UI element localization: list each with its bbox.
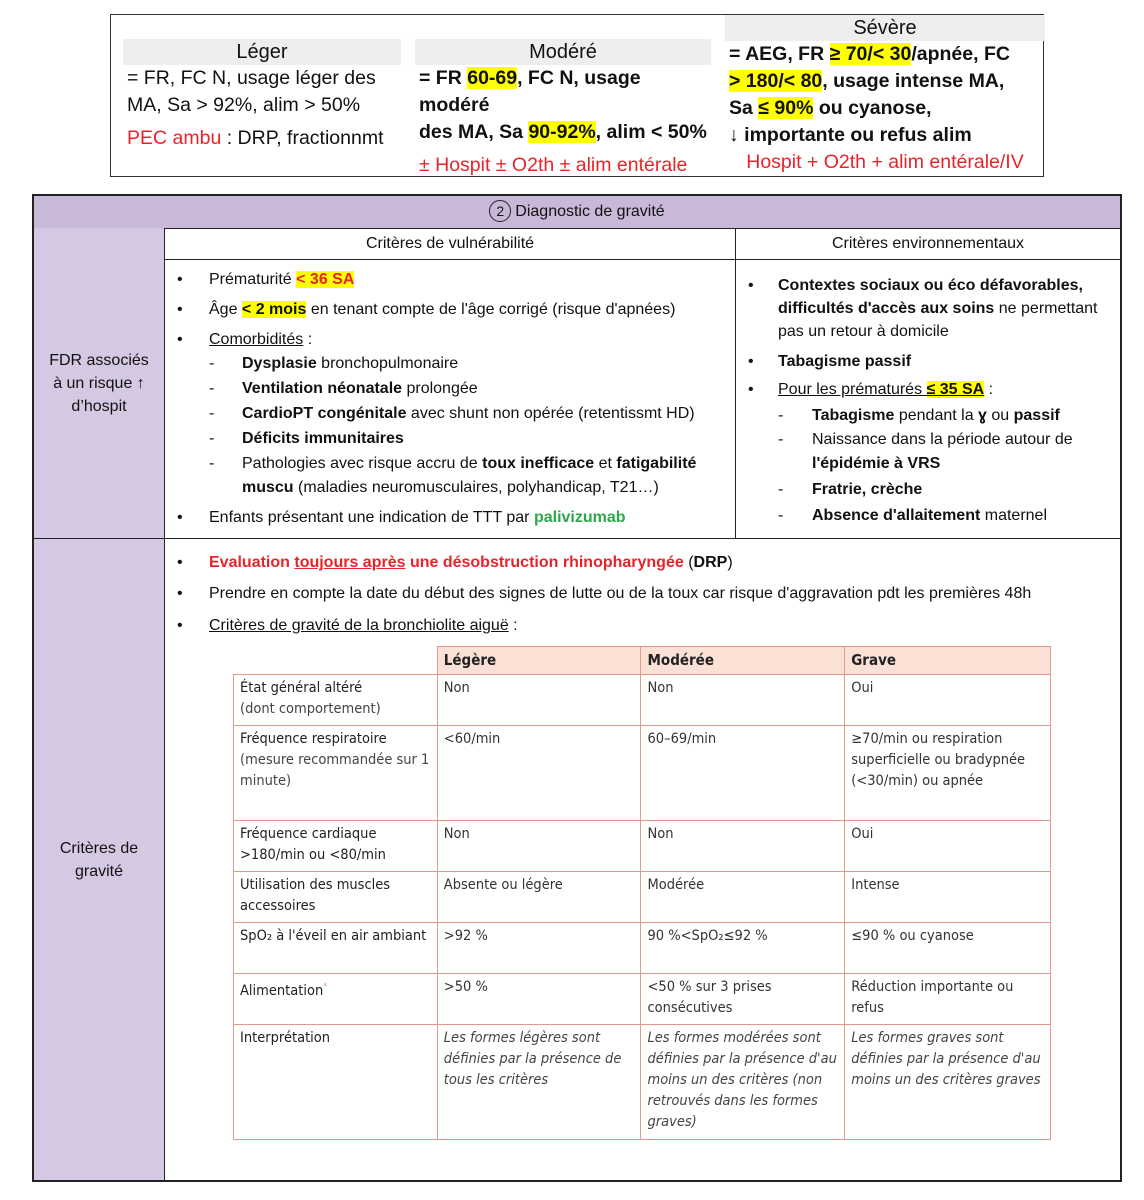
highlight: ≤ 35 SA: [926, 381, 985, 398]
criterion-cell: [234, 974, 438, 1025]
value-cell: Modérée: [641, 872, 845, 923]
interpretation-text: Les formes modérées sont définies par la présence d'au moins un des critères (non retrouvés dans les formes graves): [647, 1030, 837, 1130]
list-text: avec shunt non opérée (retentissmt HD): [406, 405, 695, 422]
list-text: Critères de gravité de la bronchiolite aiguë: [209, 617, 509, 634]
step-number-badge: 2: [489, 200, 511, 222]
criterion-cell: [234, 675, 438, 726]
criterion-sub: >180/min ou <80/min: [240, 847, 386, 863]
bold-text: toux inefficace: [482, 455, 595, 472]
gravity-diagnosis-table: [32, 194, 1122, 1182]
value-cell: >92 %: [437, 923, 641, 974]
summary-leger-title: Léger: [123, 39, 401, 65]
list-item: • Prendre en compte la date du début des signes de lutte ou de la toux car risque d'aggravation pdt les premières 48h: [165, 582, 1120, 614]
value-cell: <60/min: [437, 726, 641, 821]
criterion-label: Fréquence respiratoire: [240, 731, 387, 747]
vulnerability-criteria: [165, 260, 736, 539]
vulnerability-header: Critères de vulnérabilité: [165, 228, 736, 260]
list-item: • Evaluation toujours après une désobstruction rhinopharyngée (DRP): [177, 554, 733, 571]
criterion-label: État général altéré: [240, 680, 363, 696]
criterion-label: Fréquence cardiaque: [240, 826, 377, 842]
list-text: Naissance dans la période autour de: [812, 431, 1073, 448]
list-item: • Âge < 2 mois en tenant compte de l'âge corrigé (risque d'apnées): [177, 301, 676, 318]
list-text: Pour les prématurés: [778, 381, 927, 398]
summary-text: des MA, Sa: [419, 121, 529, 143]
list-item: - Tabagisme pendant la ɣ ou passif: [778, 407, 1060, 424]
list-text: prolongée: [402, 380, 478, 397]
list-text: :: [303, 331, 313, 348]
bold-text: Déficits immunitaires: [242, 430, 404, 447]
bold-text: fatigabilité: [616, 455, 697, 472]
bold-text: Fratrie, crèche: [812, 481, 923, 498]
summary-modere-pec: ± Hospit ± O2th ± alim entérale: [419, 154, 688, 176]
list-text: ): [727, 554, 733, 571]
summary-text: = AEG, FR: [729, 43, 830, 65]
summary-highlight: ≤ 90%: [758, 97, 814, 119]
severity-summary-box: [110, 14, 1044, 177]
list-item: • Critères de gravité de la bronchiolite aiguë :: [177, 617, 518, 634]
summary-text: ou cyanose,: [813, 97, 932, 119]
table-row: [234, 872, 1051, 923]
value-cell: Non: [437, 675, 641, 726]
value-cell: <50 % sur 3 prises consécutives: [641, 974, 845, 1025]
bold-text: ɣ: [978, 407, 987, 424]
bold-text: difficultés d'accès aux soins: [778, 300, 995, 317]
summary-severe: [725, 15, 1045, 176]
list-text: ne permettant: [994, 300, 1098, 317]
criterion-cell: [234, 726, 438, 821]
value-cell: ≥70/min ou respiration superficielle ou bradypnée (<30/min) ou apnée: [845, 726, 1051, 821]
value-cell: [437, 1025, 641, 1140]
highlight: < 2 mois: [241, 301, 307, 318]
row-label-gravite: [34, 539, 165, 1180]
summary-modere: [415, 39, 711, 179]
environment-header: Critères environnementaux: [736, 228, 1120, 260]
table-row: [234, 675, 1051, 726]
summary-modere-title: Modéré: [415, 39, 711, 65]
column-header: Grave: [845, 647, 1051, 675]
interpretation-text: Les formes graves sont définies par la présence d'au moins un des critères graves: [851, 1030, 1041, 1088]
list-item: - Déficits immunitaires: [209, 430, 404, 447]
criterion-cell: Utilisation des muscles accessoires: [234, 872, 438, 923]
bold-text: passif: [1013, 407, 1060, 424]
summary-highlight: 60-69: [467, 67, 518, 89]
list-text: Prématurité: [209, 271, 297, 288]
table-row: [234, 974, 1051, 1025]
list-item: - CardioPT congénitale avec shunt non opérée (retentissmt HD): [209, 405, 695, 422]
list-item: • Tabagisme passif: [748, 353, 912, 370]
drug-name: palivizumab: [533, 509, 626, 526]
criterion-cell: [234, 821, 438, 872]
list-item: - Pathologies avec risque accru de toux inefficace et fatigabilité muscu (maladies neuromusculaires, polyhandicap, T21…): [209, 455, 697, 496]
list-text: Enfants présentant une indication de TTT par: [209, 509, 534, 526]
list-text: :: [508, 617, 518, 634]
bold-text: Contextes sociaux ou éco défavorables,: [778, 277, 1083, 294]
summary-leger-line2: MA, Sa > 92%, alim > 50%: [127, 94, 361, 116]
criterion-cell: Interprétation: [234, 1025, 438, 1140]
summary-text: /apnée, FC: [911, 43, 1010, 65]
list-item: • Comorbidités :: [177, 331, 313, 348]
bold-text: CardioPT congénitale: [242, 405, 407, 422]
list-item: • Enfants présentant une indication de TTT par palivizumab: [177, 509, 626, 526]
bold-text: l'épidémie à VRS: [812, 455, 941, 472]
list-text: en tenant compte de l'âge corrigé (risque d'apnées): [306, 301, 676, 318]
row-label-fdr: [34, 228, 165, 539]
list-item: - Dysplasie bronchopulmonaire: [209, 355, 459, 372]
bold-text: Ventilation néonatale: [242, 380, 403, 397]
list-item: • Pour les prématurés ≤ 35 SA :: [748, 381, 994, 398]
list-text: Comorbidités: [209, 331, 304, 348]
summary-highlight: ≥ 70/< 30: [829, 43, 912, 65]
value-cell: Non: [437, 821, 641, 872]
value-cell: Absente ou légère: [437, 872, 641, 923]
table-row: [234, 923, 1051, 974]
interpretation-text: Les formes légères sont définies par la présence de tous les critères: [443, 1030, 622, 1088]
summary-leger-line1: = FR, FC N, usage léger des: [127, 67, 376, 89]
bold-text: Evaluation: [209, 554, 295, 571]
criterion-cell: SpO₂ à l'éveil en air ambiant: [234, 923, 438, 974]
summary-text: = FR: [419, 67, 468, 89]
summary-text: , alim < 50%: [595, 121, 707, 143]
list-text: ou: [986, 407, 1014, 424]
summary-text: , FC N, usage modéré: [419, 67, 641, 116]
list-text: Pathologies avec risque accru de: [242, 455, 483, 472]
bold-text: Tabagisme: [812, 407, 895, 424]
column-header: Modérée: [641, 647, 845, 675]
bold-text: une désobstruction rhinopharyngée: [405, 554, 684, 571]
value-cell: [845, 1025, 1051, 1140]
summary-highlight: 90-92%: [528, 121, 596, 143]
list-item: • Contextes sociaux ou éco défavorables, difficultés d'accès aux soins ne permettant pas un retour à domicile: [748, 277, 1098, 340]
bold-text: DRP: [693, 554, 728, 571]
row-label-text: FDR associés à un risque ↑ d’hospit: [49, 351, 149, 415]
table-row: [234, 1025, 1051, 1140]
table-row: [234, 821, 1051, 872]
summary-text: , usage intense MA,: [822, 70, 1005, 92]
gravity-criteria: [165, 539, 1120, 1180]
summary-leger-pec-detail: : DRP, fractionnmt: [221, 127, 384, 149]
column-header: Légère: [437, 647, 641, 675]
criterion-label: Alimentation: [240, 982, 324, 999]
list-text: pas un retour à domicile: [778, 323, 949, 340]
criterion-sub: (mesure recommandée sur 1 minute): [240, 752, 430, 789]
list-text: (: [683, 554, 694, 571]
list-item: - Naissance dans la période autour de l'épidémie à VRS: [778, 431, 1073, 472]
value-cell: Non: [641, 675, 845, 726]
list-text: et: [594, 455, 617, 472]
environment-criteria: [736, 260, 1120, 539]
list-item: - Fratrie, crèche: [778, 481, 923, 498]
list-text: maternel: [980, 507, 1048, 524]
value-cell: Oui: [845, 821, 1051, 872]
bold-text: toujours après: [294, 554, 406, 571]
list-text: bronchopulmonaire: [316, 355, 459, 372]
summary-leger: [123, 39, 401, 152]
highlight: < 36 SA: [296, 271, 355, 288]
list-item: • Prématurité < 36 SA: [177, 271, 355, 288]
list-text: Prendre en compte la date du début des signes de lutte ou de la toux car risque d'aggravation pdt les premières 48h: [209, 585, 1032, 602]
value-cell: Réduction importante ou refus: [845, 974, 1051, 1025]
criterion-sub: (dont comportement): [240, 701, 381, 717]
footnote-marker: *: [323, 982, 328, 992]
list-item: - Absence d'allaitement maternel: [778, 507, 1048, 524]
table-title: Diagnostic de gravité: [515, 203, 665, 220]
summary-leger-pec: PEC ambu: [127, 127, 222, 149]
empty-header-cell: [234, 647, 438, 675]
value-cell: [641, 1025, 845, 1140]
value-cell: 90 %<SpO₂≤92 %: [641, 923, 845, 974]
value-cell: Oui: [845, 675, 1051, 726]
bold-text: Absence d'allaitement: [812, 507, 981, 524]
summary-severe-pec: Hospit + O2th + alim entérale/IV: [746, 151, 1024, 173]
summary-text: ↓ importante ou refus alim: [729, 124, 972, 146]
summary-text: Sa: [729, 97, 759, 119]
value-cell: 60–69/min: [641, 726, 845, 821]
summary-severe-title: Sévère: [725, 15, 1045, 41]
list-text: :: [984, 381, 994, 398]
bronchiolitis-severity-table: [233, 646, 1051, 1140]
list-text: pendant la: [894, 407, 979, 424]
bold-text: Dysplasie: [242, 355, 317, 372]
value-cell: Intense: [845, 872, 1051, 923]
summary-highlight: > 180/< 80: [729, 70, 823, 92]
list-text: (maladies neuromusculaires, polyhandicap, T21…): [293, 479, 659, 496]
row-label-text: Critères de gravité: [59, 839, 139, 880]
value-cell: Non: [641, 821, 845, 872]
bold-text: Tabagisme passif: [778, 353, 912, 370]
value-cell: >50 %: [437, 974, 641, 1025]
list-item: - Ventilation néonatale prolongée: [209, 380, 478, 397]
table-header: [34, 196, 1120, 229]
table-row: [234, 726, 1051, 821]
value-cell: ≤90 % ou cyanose: [845, 923, 1051, 974]
bold-text: muscu: [242, 479, 294, 496]
list-text: Âge: [209, 301, 242, 318]
